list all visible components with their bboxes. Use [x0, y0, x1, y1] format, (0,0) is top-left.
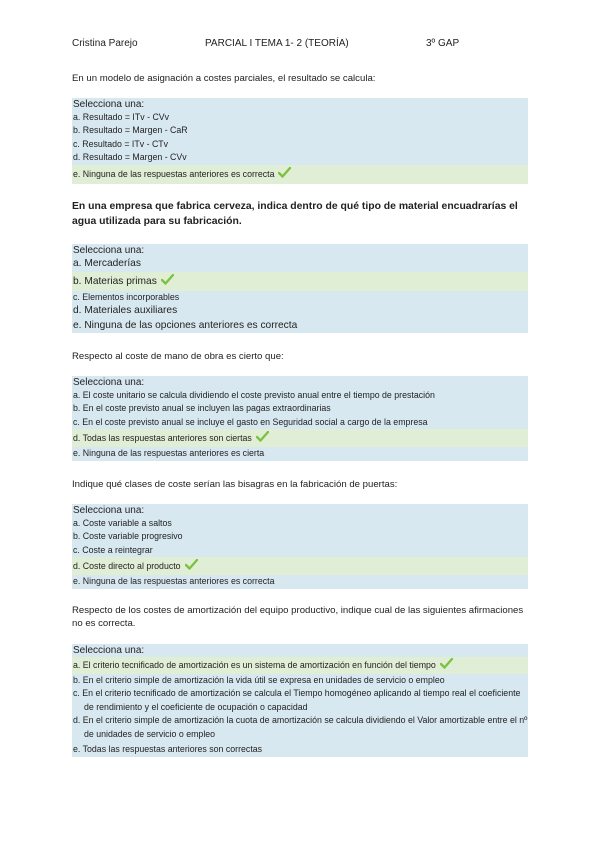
checkmark-icon [278, 167, 291, 178]
exam-title: PARCIAL I TEMA 1- 2 (TEORÍA) [205, 38, 349, 49]
question-text: Respecto de los costes de amortización del equipo productivo, indique cual de las siguientes afirmaciones no es correcta. [72, 605, 524, 629]
question-text: En una empresa que fabrica cerveza, indica dentro de qué tipo de material encuadrarías el agua utilizada para su fabricación. [72, 201, 518, 227]
answer-box [72, 244, 528, 333]
option-b[interactable]: b. Materias primas [72, 272, 528, 291]
answer-box [72, 98, 528, 184]
option-a[interactable]: a. El criterio tecnificado de amortización es un sistema de amortización en función del tiempo [72, 657, 528, 674]
option-c[interactable]: c. En el criterio tecnificado de amortización se calcula el Tiempo homogéneo aplicando al tiempo real el coeficiente de rendimiento y el coeficiente de ocupación o capacidad [73, 688, 521, 712]
option-b[interactable]: b. Resultado = Margen - CaR [73, 125, 188, 136]
question-text: Respecto al coste de mano de obra es cierto que: [72, 351, 284, 362]
option-a[interactable]: a. Mercaderías [73, 258, 141, 269]
option-e[interactable]: e. Todas las respuestas anteriores son correctas [73, 744, 263, 755]
option-a[interactable]: a. El coste unitario se calcula dividiendo el coste previsto anual entre el tiempo de prestación [73, 390, 435, 400]
option-b[interactable]: b. En el criterio simple de amortización la vida útil se expresa en unidades de servicio o empleo [73, 675, 445, 685]
option-e[interactable]: e. Ninguna de las opciones anteriores es correcta [73, 319, 298, 331]
question-text: Indique qué clases de coste serían las bisagras en la fabricación de puertas: [72, 479, 398, 490]
select-label: Selecciona una: [73, 99, 145, 110]
select-label: Selecciona una: [73, 377, 145, 388]
option-d[interactable]: d. Todas las respuestas anteriores son ciertas [72, 429, 528, 447]
answer-box [72, 504, 528, 589]
option-d[interactable]: d. Coste directo al producto [72, 557, 528, 575]
checkmark-icon [256, 431, 269, 442]
option-a[interactable]: a. Resultado = ITv - CVv [73, 112, 170, 122]
option-b[interactable]: b. Coste variable progresivo [73, 531, 183, 542]
select-label: Selecciona una: [73, 645, 145, 656]
page-header [72, 38, 560, 52]
option-d[interactable]: d. Resultado = Margen - CVv [73, 152, 187, 163]
option-c[interactable]: c. Coste a reintegrar [73, 544, 153, 555]
course-label: 3º GAP [426, 38, 460, 49]
option-a[interactable]: a. Coste variable a saltos [73, 518, 172, 528]
select-label: Selecciona una: [73, 245, 145, 256]
student-name: Cristina Parejo [72, 38, 138, 49]
answer-box [72, 376, 528, 461]
option-c[interactable]: c. En el coste previsto anual se incluye el gasto en Seguridad social a cargo de la empresa [73, 416, 428, 427]
option-e[interactable]: e. Ninguna de las respuestas anteriores es correcta [73, 576, 275, 587]
option-e[interactable]: e. Ninguna de las respuestas anteriores es cierta [73, 448, 265, 459]
option-c[interactable]: c. Elementos incorporables [73, 291, 180, 302]
option-b[interactable]: b. En el coste previsto anual se incluyen las pagas extraordinarias [73, 403, 331, 414]
answer-box [72, 644, 528, 757]
checkmark-icon [161, 274, 174, 285]
option-d[interactable]: d. Materiales auxiliares [73, 305, 178, 316]
option-d[interactable]: d. En el criterio simple de amortización la cuota de amortización se calcula dividiendo el Valor amortizable entre el nº de unidades de servicio o empleo [73, 715, 528, 739]
option-c[interactable]: c. Resultado = ITv - CTv [73, 138, 169, 149]
checkmark-icon [185, 559, 198, 570]
option-e[interactable]: e. Ninguna de las respuestas anteriores es correcta [72, 165, 528, 184]
checkmark-icon [440, 658, 453, 669]
select-label: Selecciona una: [73, 505, 145, 516]
question-text: En un modelo de asignación a costes parciales, el resultado se calcula: [72, 73, 376, 84]
